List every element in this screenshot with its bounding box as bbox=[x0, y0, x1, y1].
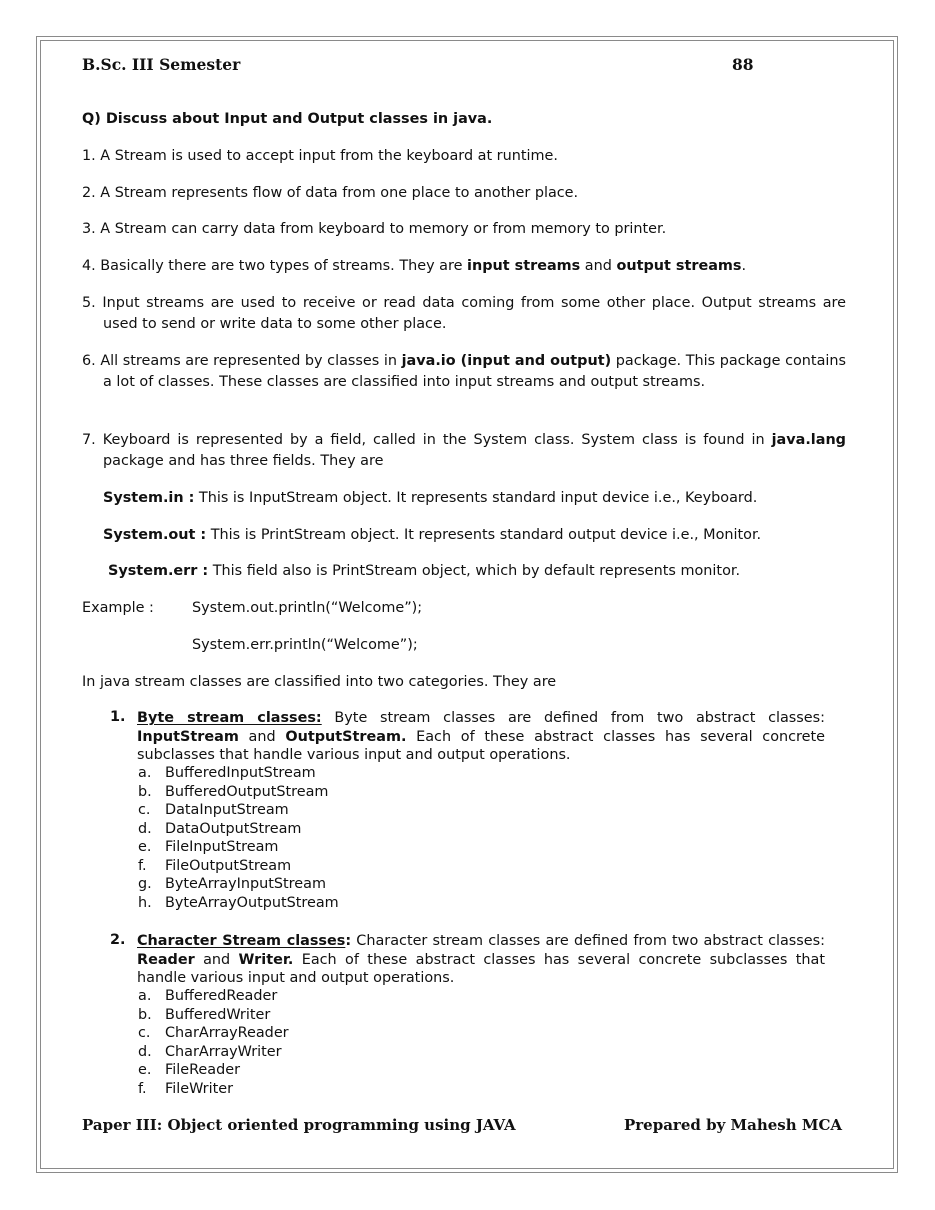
list-item: c. CharArrayReader bbox=[138, 1025, 289, 1041]
list-item: d. CharArrayWriter bbox=[138, 1044, 282, 1060]
list-item: h. ByteArrayOutputStream bbox=[138, 895, 339, 911]
field-system-in: System.in : This is InputStream object. It represents standard input device i.e., Keyboard. bbox=[103, 490, 758, 506]
point-3: 3. A Stream can carry data from keyboard to memory or from memory to printer. bbox=[82, 221, 667, 237]
char-stream-number: 2. bbox=[110, 932, 126, 948]
footer-author: Prepared by Mahesh MCA bbox=[624, 1116, 843, 1134]
list-item: a. BufferedInputStream bbox=[138, 765, 316, 781]
list-item: b. BufferedWriter bbox=[138, 1007, 271, 1023]
question-heading: Q) Discuss about Input and Output classes in java. bbox=[82, 111, 493, 127]
point-6: 6. All streams are represented by classes in java.io (input and output) package. This package contains a lot of classes. These classes are classified into input streams and output streams. bbox=[82, 353, 846, 390]
list-item: d. DataOutputStream bbox=[138, 821, 302, 837]
field-system-err: System.err : This field also is PrintStream object, which by default represents monitor. bbox=[108, 563, 741, 579]
list-item: a. BufferedReader bbox=[138, 988, 278, 1004]
header-course: B.Sc. III Semester bbox=[82, 55, 241, 74]
point-5: 5. Input streams are used to receive or read data coming from some other place. Output streams are used to send or write data to some other place. bbox=[82, 295, 846, 332]
char-stream-description: Character Stream classes: Character stream classes are defined from two abstract classes: Reader and Writer. Each of these abstract classes has several concrete subclasses that handle various input and output operations. bbox=[137, 933, 825, 986]
point-4: 4. Basically there are two types of streams. They are input streams and output streams. bbox=[82, 258, 747, 274]
list-item: e. FileReader bbox=[138, 1062, 241, 1078]
list-item: f. FileOutputStream bbox=[138, 858, 292, 874]
example-line-1: System.out.println(“Welcome”); bbox=[192, 600, 423, 616]
point-2: 2. A Stream represents flow of data from one place to another place. bbox=[82, 185, 579, 201]
example-line-2: System.err.println(“Welcome”); bbox=[192, 637, 418, 653]
point-7: 7. Keyboard is represented by a field, called in the System class. System class is found in java.lang package and has three fields. They are bbox=[82, 432, 846, 469]
list-item: c. DataInputStream bbox=[138, 802, 289, 818]
byte-stream-description: Byte stream classes: Byte stream classes are defined from two abstract classes: InputStream and OutputStream. Each of these abstract classes has several concrete subclasses that handle various input and output operations. bbox=[137, 710, 825, 763]
categories-intro: In java stream classes are classified into two categories. They are bbox=[82, 674, 557, 690]
list-item: g. ByteArrayInputStream bbox=[138, 876, 326, 892]
footer-paper-title: Paper III: Object oriented programming using JAVA bbox=[82, 1116, 516, 1134]
byte-stream-number: 1. bbox=[110, 709, 126, 725]
point-1: 1. A Stream is used to accept input from the keyboard at runtime. bbox=[82, 148, 558, 164]
field-system-out: System.out : This is PrintStream object. It represents standard output device i.e., Monitor. bbox=[103, 527, 762, 543]
list-item: e. FileInputStream bbox=[138, 839, 279, 855]
list-item: f. FileWriter bbox=[138, 1081, 233, 1097]
example-label: Example : bbox=[82, 600, 154, 616]
list-item: b. BufferedOutputStream bbox=[138, 784, 329, 800]
page-number: 88 bbox=[732, 55, 754, 74]
